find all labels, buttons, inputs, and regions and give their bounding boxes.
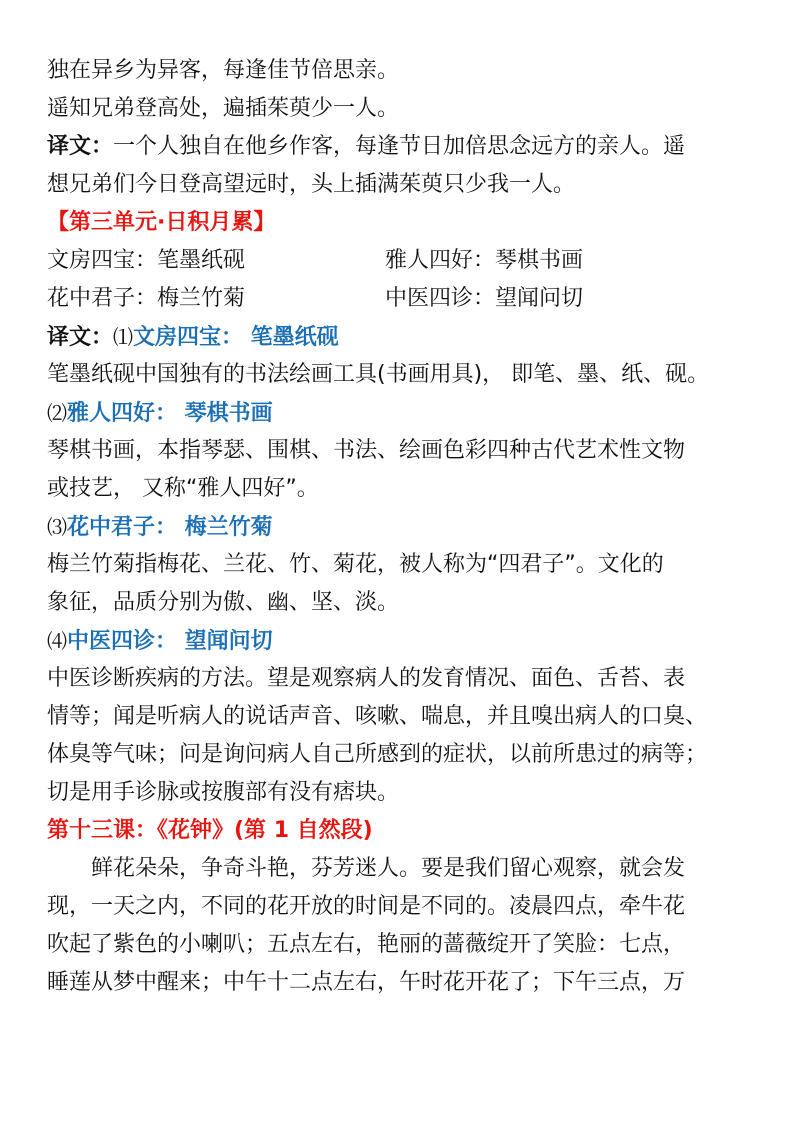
- explanation-line: 切是用手诊脉或按腹部有没有痞块。: [47, 780, 400, 805]
- item-number: ⑴: [113, 325, 134, 349]
- explanation-line: 体臭等气味；问是询问病人自己所感到的症状，以前所患过的病等；: [47, 742, 708, 767]
- translation-text: 一个人独自在他乡作客，每逢节日加倍思念远方的亲人。遥: [113, 134, 686, 159]
- item-number: ⑵: [47, 401, 67, 425]
- idiom-left: 文房四宝：笔墨纸砚: [47, 248, 246, 273]
- item-title: 花中君子： 梅兰竹菊: [67, 515, 273, 540]
- explanation-line: 象征，品质分别为傲、幽、坚、淡。: [47, 590, 400, 615]
- idiom-row: [47, 242, 752, 280]
- item-title: 雅人四好： 琴棋书画: [67, 401, 273, 426]
- explanation-line: 笔墨纸砚中国独有的书法绘画工具(书画用具)， 即笔、墨、纸、砚。: [47, 362, 710, 387]
- explanation-line: 或技艺， 又称“雅人四好”。: [47, 476, 319, 501]
- item-number: ⑷: [47, 629, 67, 653]
- item-title: 中医四诊： 望闻问切: [67, 629, 273, 654]
- item-title: 文房四宝： 笔墨纸砚: [133, 325, 339, 350]
- document-page: [47, 52, 752, 1002]
- lesson-paragraph-line: 现，一天之内，不同的花开放的时间是不同的。凌晨四点，牵牛花: [47, 894, 686, 919]
- lesson-paragraph-line: 鲜花朵朵，争奇斗艳，芬芳迷人。要是我们留心观察，就会发: [91, 856, 686, 881]
- explanation-heading: [47, 394, 752, 432]
- idiom-left: 花中君子：梅兰竹菊: [47, 286, 246, 311]
- explanation-line: 琴棋书画，本指琴瑟、围棋、书法、绘画色彩四种古代艺术性文物: [47, 438, 686, 463]
- explanation-heading: [47, 508, 752, 546]
- explanation-line: 情等；闻是听病人的说话声音、咳嗽、喘息，并且嗅出病人的口臭、: [47, 704, 708, 729]
- explanation-heading: [47, 622, 752, 660]
- lesson-paragraph-line: 吹起了紫色的小喇叭；五点左右，艳丽的蔷薇绽开了笑脸：七点，: [47, 932, 686, 957]
- lesson-paragraph-line: 睡莲从梦中醒来；中午十二点左右，午时花开花了；下午三点，万: [47, 970, 686, 995]
- poem-line: 独在异乡为异客，每逢佳节倍思亲。: [47, 58, 400, 83]
- unit-heading: 【第三单元·日积月累】: [47, 210, 276, 235]
- idiom-right: 雅人四好：琴棋书画: [385, 248, 584, 273]
- item-number: ⑶: [47, 515, 67, 539]
- explanation-label: 译文：: [47, 325, 114, 350]
- idiom-right: 中医四诊：望闻问切: [385, 286, 584, 311]
- explanation-heading: [47, 318, 752, 356]
- lesson-heading: 第十三课：《花钟》(第 1 自然段): [47, 818, 373, 843]
- idiom-row: [47, 280, 752, 318]
- explanation-line: 中医诊断疾病的方法。望是观察病人的发育情况、面色、舌苔、表: [47, 666, 686, 691]
- explanation-line: 梅兰竹菊指梅花、兰花、竹、菊花，被人称为“四君子”。文化的: [47, 552, 664, 577]
- poem-line: 遥知兄弟登高处，遍插茱萸少一人。: [47, 96, 400, 121]
- translation-label: 译文：: [47, 134, 114, 159]
- poem-translation-line: 想兄弟们今日登高望远时，头上插满茱萸只少我一人。: [47, 172, 576, 197]
- poem-translation-line: [47, 128, 752, 166]
